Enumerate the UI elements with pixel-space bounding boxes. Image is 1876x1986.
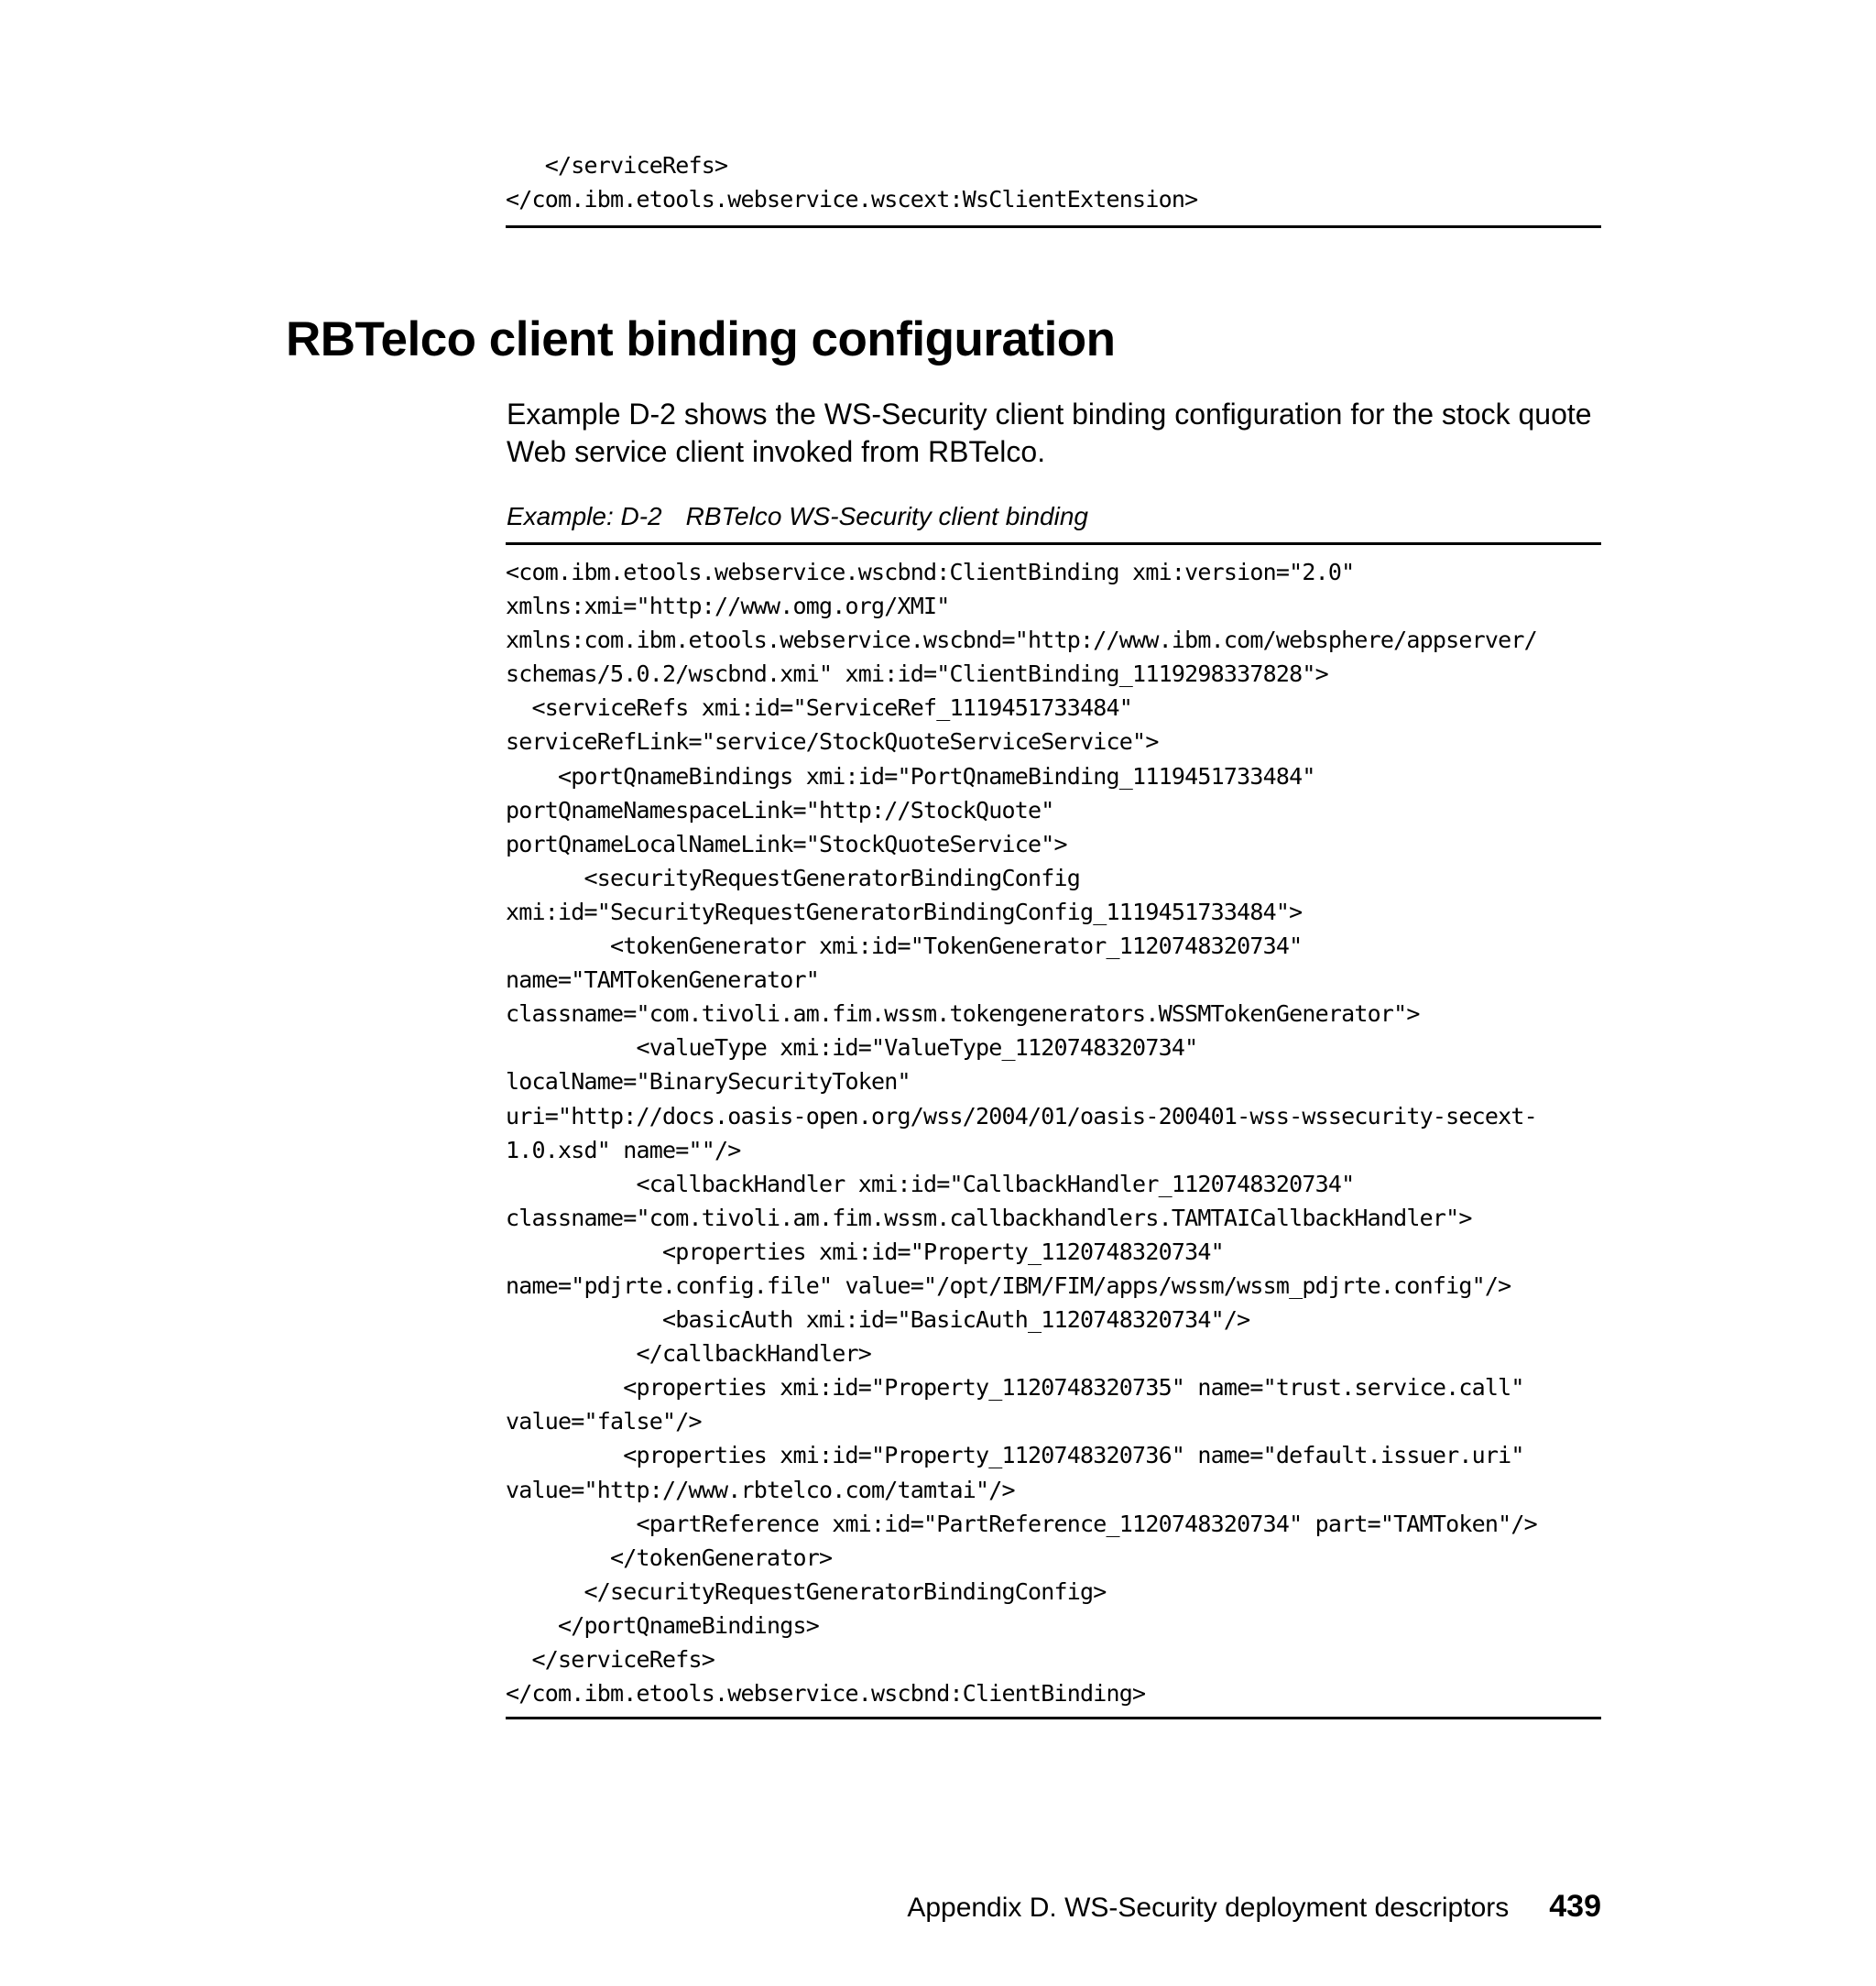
code-line: <basicAuth xmi:id="BasicAuth_1120748320734"/> (506, 1306, 1250, 1334)
example-bottom-rule (506, 1717, 1601, 1719)
code-line: </securityRequestGeneratorBindingConfig> (506, 1577, 1107, 1605)
code-line: <tokenGenerator xmi:id="TokenGenerator_1120748320734" (506, 933, 1303, 960)
page-footer (907, 1889, 1601, 1925)
code-line: serviceRefLink="service/StockQuoteServiceService"> (506, 728, 1159, 756)
code-line: </serviceRefs> (506, 152, 728, 179)
code-line: <callbackHandler xmi:id="CallbackHandler_1120748320734" (506, 1170, 1355, 1197)
footer-text: Appendix D. WS-Security deployment descriptors (907, 1893, 1510, 1923)
code-line: <portQnameBindings xmi:id="PortQnameBinding_1119451733484" (506, 762, 1315, 790)
code-line: name="pdjrte.config.file" value="/opt/IBM/FIM/apps/wssm/wssm_pdjrte.config"/> (506, 1271, 1511, 1299)
code-line: xmlns:com.ibm.etools.webservice.wscbnd="http://www.ibm.com/websphere/appserver/ (506, 627, 1537, 654)
code-line: portQnameNamespaceLink="http://StockQuote" (506, 796, 1054, 824)
code-line: classname="com.tivoli.am.fim.wssm.callbackhandlers.TAMTAICallbackHandler"> (506, 1204, 1472, 1231)
code-line: <properties xmi:id="Property_1120748320735" name="trust.service.call" (506, 1374, 1524, 1402)
code-line: xmi:id="SecurityRequestGeneratorBindingConfig_1119451733484"> (506, 898, 1303, 925)
page-number: 439 (1549, 1889, 1601, 1924)
code-line: value="false"/> (506, 1408, 702, 1435)
code-line: <com.ibm.etools.webservice.wscbnd:ClientBinding xmi:version="2.0" (506, 559, 1355, 585)
code-line: <properties xmi:id="Property_1120748320734" (506, 1238, 1224, 1265)
example-caption-number: Example: D-2 (507, 502, 662, 530)
code-line: schemas/5.0.2/wscbnd.xmi" xmi:id="ClientBinding_1119298337828"> (506, 660, 1328, 688)
example-caption (507, 502, 1088, 531)
code-line: 1.0.xsd" name=""/> (506, 1136, 741, 1163)
example-top-rule (506, 542, 1601, 545)
code-line: classname="com.tivoli.am.fim.wssm.tokengenerators.WSSMTokenGenerator"> (506, 1000, 1420, 1028)
top-code-block (506, 148, 1197, 216)
code-line: <securityRequestGeneratorBindingConfig (506, 864, 1081, 891)
code-line: portQnameLocalNameLink="StockQuoteService"> (506, 830, 1067, 857)
example-caption-title: RBTelco WS-Security client binding (685, 502, 1088, 530)
code-line: xmlns:xmi="http://www.omg.org/XMI" (506, 593, 950, 620)
code-line: name="TAMTokenGenerator" (506, 966, 820, 994)
code-line: </callbackHandler> (506, 1340, 872, 1368)
intro-paragraph: Example D-2 shows the WS-Security client binding configuration for the stock quote Web service client invoked from RBTelco. (507, 398, 1592, 468)
code-line: </com.ibm.etools.webservice.wscbnd:ClientBinding> (506, 1680, 1146, 1708)
code-line: </tokenGenerator> (506, 1544, 833, 1571)
code-line: </serviceRefs> (506, 1646, 715, 1673)
code-line: <properties xmi:id="Property_1120748320736" name="default.issuer.uri" (506, 1442, 1524, 1469)
code-line: <partReference xmi:id="PartReference_1120748320734" part="TAMToken"/> (506, 1510, 1537, 1537)
code-line: </com.ibm.etools.webservice.wscext:WsClientExtension> (506, 186, 1198, 213)
code-line: localName="BinarySecurityToken" (506, 1068, 911, 1096)
code-line: <serviceRefs xmi:id="ServiceRef_1119451733484" (506, 694, 1133, 722)
code-line: uri="http://docs.oasis-open.org/wss/2004/01/oasis-200401-wss-wssecurity-secext- (506, 1102, 1537, 1129)
code-line: <valueType xmi:id="ValueType_1120748320734" (506, 1034, 1198, 1062)
code-block-bottom-rule (506, 225, 1601, 228)
section-title: RBTelco client binding configuration (286, 312, 1116, 366)
example-code-block (506, 555, 1537, 1710)
code-line: </portQnameBindings> (506, 1611, 820, 1639)
code-line: value="http://www.rbtelco.com/tamtai"/> (506, 1476, 1015, 1503)
